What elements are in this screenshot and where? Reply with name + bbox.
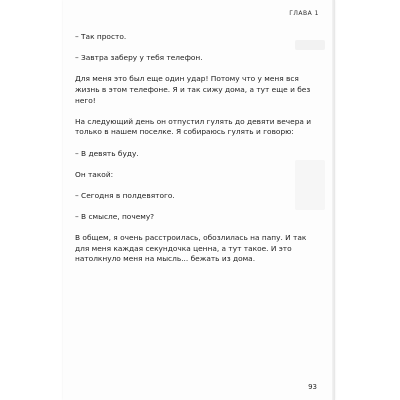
paragraph: На следующий день он отпустил гулять до девяти вечера и только в нашем поселке. Я собираюсь гулять и говорю: <box>75 116 312 137</box>
body-text <box>75 32 319 276</box>
paragraph: Он такой: <box>75 169 114 179</box>
paragraph: – Завтра заберу у тебя телефон. <box>75 53 203 63</box>
page-edge <box>332 0 335 400</box>
page-number: 93 <box>308 383 317 391</box>
book-page <box>63 0 335 400</box>
paragraph: Для меня это был еще один удар! Потому что у меня вся жизнь в этом телефоне. Я и так сижу дома, а тут еще и без него! <box>75 74 311 105</box>
paragraph: – В девять буду. <box>75 148 139 158</box>
paragraph: – В смысле, почему? <box>75 212 155 222</box>
paragraph: – Сегодня в полдевятого. <box>75 190 175 200</box>
chapter-header: ГЛАВА 1 <box>289 10 319 17</box>
paragraph: – Так просто. <box>75 32 127 41</box>
paragraph: В общем, я очень расстроилась, обозлилась на папу. И так для меня каждая секундочка ценна, а тут такое. И это натолкнуло меня на мысль... бежать из дома. <box>75 233 307 264</box>
